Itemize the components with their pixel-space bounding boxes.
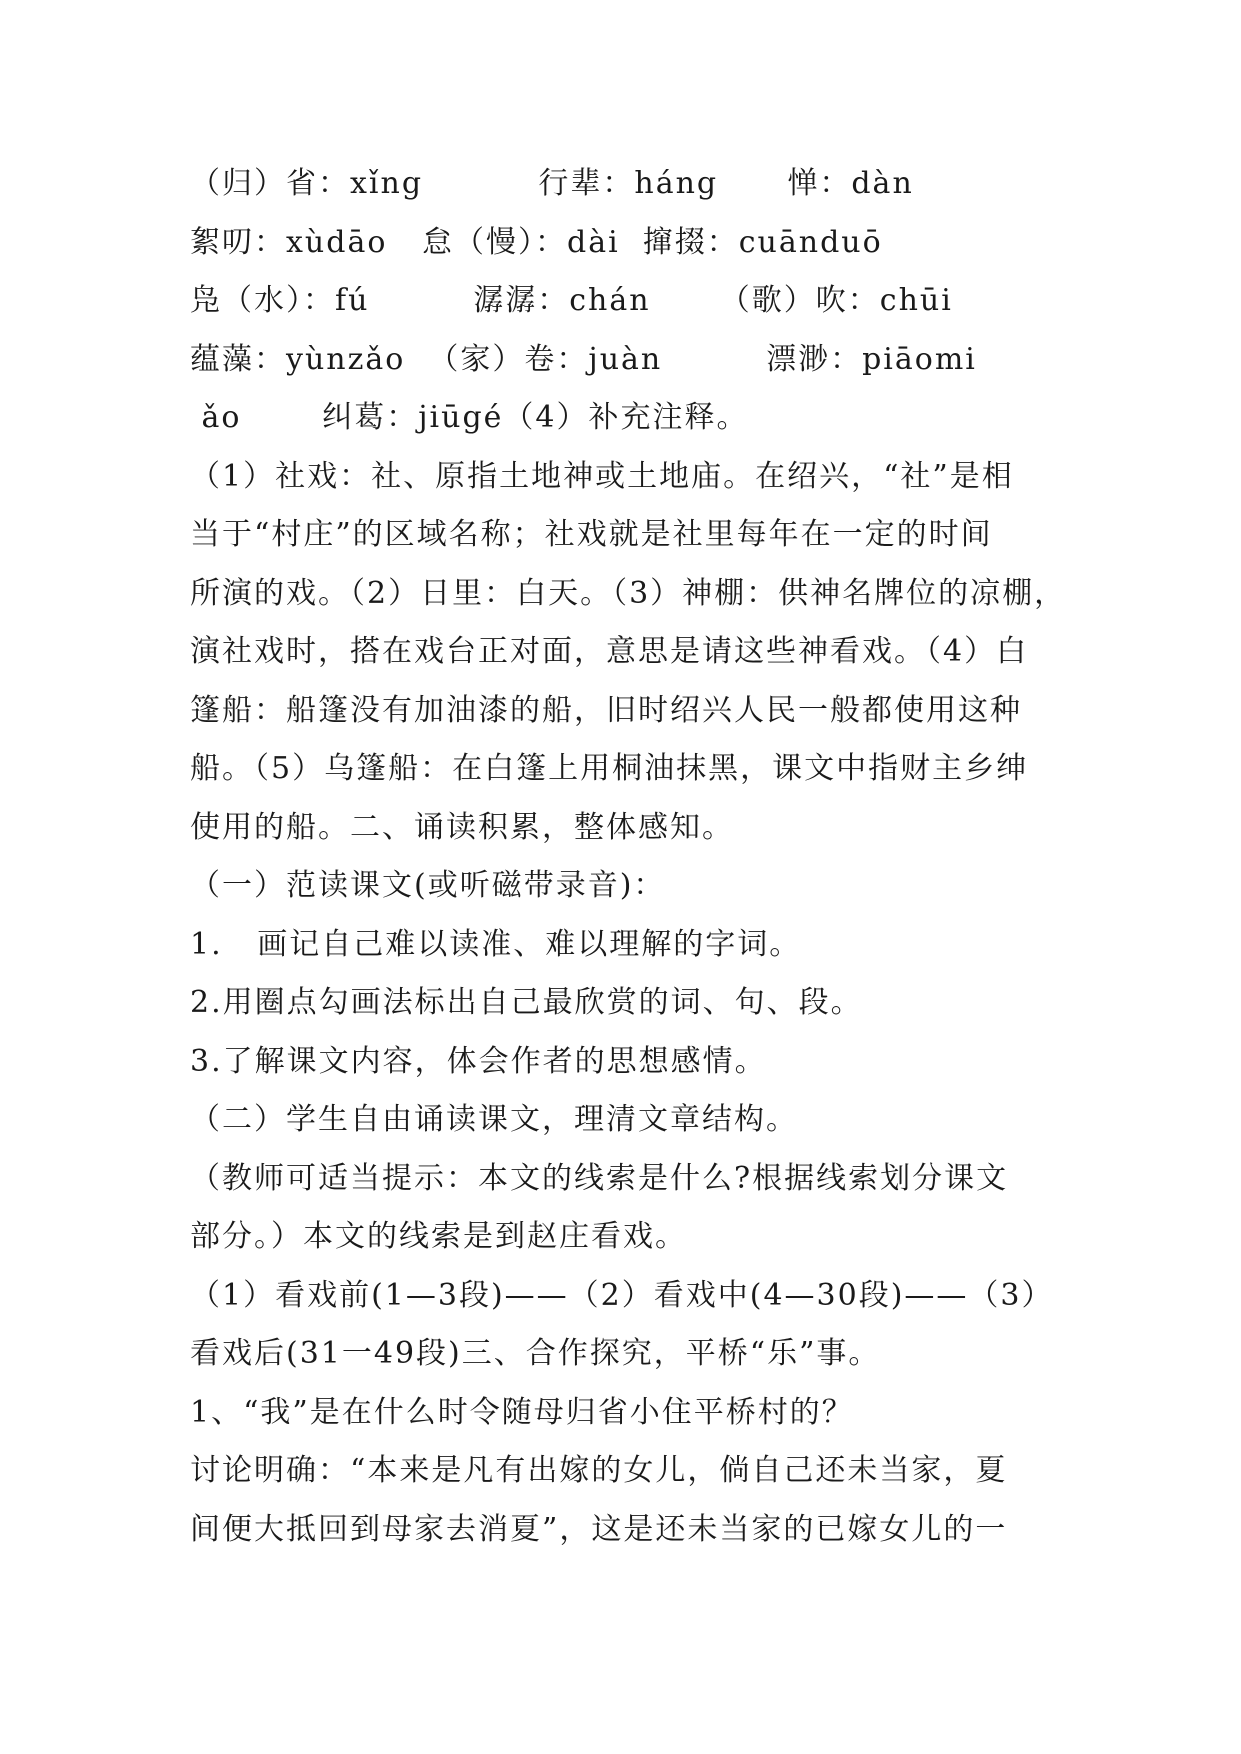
text-line: 絮叨：xùdāo 怠（慢）：dài 撺掇：cuānduō [190, 224, 883, 260]
text-line: 1. 画记自己难以读准、难以理解的字词。 [190, 926, 802, 962]
text-line: 当于“村庄”的区域名称；社戏就是社里每年在一定的时间 [190, 517, 993, 552]
text-line: （1）社戏：社、原指土地神或土地庙。在绍兴，“社”是相 [190, 458, 1014, 494]
text-line: 3.了解课文内容，体会作者的思想感情。 [190, 1043, 767, 1079]
text-line: 蕴藻：yùnzǎo （家）卷：juàn 漂渺：piāomi [190, 341, 977, 377]
text-line: （教师可适当提示：本文的线索是什么?根据线索划分课文 [190, 1160, 1009, 1196]
text-line: 间便大抵回到母家去消夏”，这是还未当家的已嫁女儿的一 [190, 1511, 1008, 1547]
text-line: （一）范读课文(或听磁带录音)： [190, 868, 666, 903]
text-line: ǎo 纠葛：jiūgé（4）补充注释。 [190, 400, 749, 435]
text-line: 部分。）本文的线索是到赵庄看戏。 [190, 1219, 687, 1254]
text-line: 凫（水）：fú 潺潺：chán （歌）吹：chūi [190, 283, 953, 318]
text-line: 1、“我”是在什么时令随母归省小住平桥村的？ [190, 1394, 854, 1430]
text-line: 所演的戏。（2）日里：白天。（3）神棚：供神名牌位的凉棚， [190, 575, 1067, 611]
text-line: （1）看戏前(1—3段)——（2）看戏中(4—30段)——（3） [190, 1277, 1054, 1313]
text-line: 使用的船。二、诵读积累，整体感知。 [190, 809, 734, 845]
document-body [190, 155, 1070, 1559]
text-line: 船。（5）乌篷船：在白篷上用桐油抹黑，课文中指财主乡绅 [190, 751, 1029, 786]
text-line: 讨论明确：“本来是凡有出嫁的女儿，倘自己还未当家，夏 [190, 1453, 1008, 1488]
text-line: 看戏后(31一49段)三、合作探究，平桥“乐”事。 [190, 1336, 881, 1371]
text-line: 篷船：船篷没有加油漆的船，旧时绍兴人民一般都使用这种 [190, 692, 1022, 728]
text-line: （归）省：xǐng 行辈：háng 惮：dàn [190, 166, 914, 201]
text-line: 2.用圈点勾画法标出自己最欣赏的词、句、段。 [190, 985, 863, 1020]
text-line: （二）学生自由诵读课文，理清文章结构。 [190, 1102, 798, 1137]
text-line: 演社戏时，搭在戏台正对面，意思是请这些神看戏。（4）白 [190, 634, 1029, 669]
